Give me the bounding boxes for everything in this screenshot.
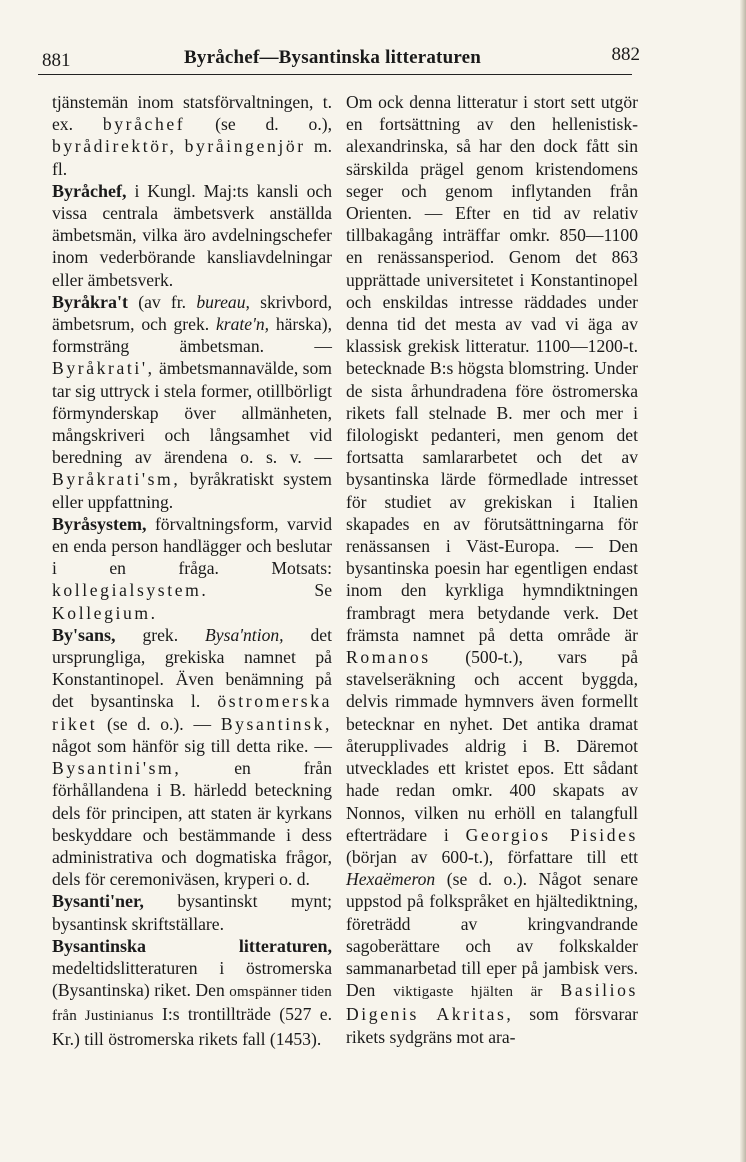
entry-bysans (52, 624, 332, 890)
entry-text: m. fl. (52, 136, 332, 179)
entry-byrakrat (52, 291, 332, 513)
entry-text: (se d. o.). — (107, 713, 212, 734)
entry-headword: Bysanti'ner, (52, 891, 144, 912)
right-column (346, 91, 638, 1048)
entry-text: (se d. o.). Något senare uppstod på folkspråket en hjältediktning, företrädd av kringvandrande sagoberättare och av folkskalder sammanarbetad till eper på jambisk vers. Den (346, 869, 639, 1001)
entry-bysantinska-litteraturen-continued (346, 91, 638, 1048)
entry-text: Om ock denna litteratur i stort sett utgör en fortsättning av den hellenistisk-alexandrinska, så har den dock fått sin särskilda prägel genom kristendomens seger och genom inflytanden från Orienten. — Efter en tid av relativ tillbakagång inträffar omkr. 850—1100 en renässansperiod. Genom det 863 upprättade universitetet i Konstantinopel och enskildas intresse räddades under denna tid det mesta av vad vi äga av klassisk grekisk litteratur. 1100—1200-t. betecknade B:s högsta blomstring. Under de sista århundradena före östromerska rikets fall stelnade B. mer och mer i filologiskt pedanteri, men genom det fortsatta samlararbetet och det av bysantinska lärde förmedlade intresset för studiet av grekiskan i Italien skapades en av förutsättningarna för renässansen i Väst-Europa. — Den bysantinska poesin har egentligen endast inom den kyrkliga hymndiktningen frambragt mera betydande verk. Det främsta namnet på detta område är (346, 92, 638, 645)
spaced-term: Kollegium. (52, 602, 158, 623)
entry-text: I:s trontillträde (527 e. Kr.) till östromerska rikets fall (1453). (52, 1004, 332, 1049)
entry-text: en från förhållandena i B. härledd beteckning dels för principen, att staten är kyrkans beskyddare och bestämmande i dess administrativa och dogmatiska frågor, dels för ceremoniväsen, kryperi o. d. (52, 758, 332, 890)
page-edge-shadow (740, 0, 746, 1162)
spaced-term: byrådirektör, (52, 136, 177, 157)
spaced-term: Basilios Digenis Akritas, (346, 980, 638, 1025)
entry-headword: By'sans, (52, 624, 116, 645)
spaced-term: östromerska riket (52, 691, 332, 734)
entry-text: medeltidslitteraturen i östromerska (Bysantinska) riket. Den (52, 957, 332, 1001)
italic-term: bureau, (196, 291, 250, 312)
spaced-term: Byråkrati', (52, 358, 155, 379)
running-header (36, 44, 640, 78)
spaced-term: byråchef (102, 114, 186, 135)
entry-text: (av fr. (138, 291, 187, 312)
header-rule (38, 74, 632, 75)
entry-bysantinska-litteraturen (52, 935, 332, 1050)
entry-text: i Kungl. Maj:ts kansli och vissa centrala ämbetsverk anställda ämbetsmän, vilka äro avdelningschefer inom vederbörande kansliavdelningar eller ämbetsverk. (52, 180, 332, 290)
entry-text: ämbetsmannavälde, som tar sig uttryck i stela former, otillbörligt förmynderskap över allmänheten, mångskriveri och långsamhet vid beredning av ärendena o. s. v. — (52, 358, 332, 468)
entry-headword: Byråkra't (52, 291, 128, 312)
entry-text: (se d. o.), (215, 114, 332, 135)
page-number-right: 882 (611, 44, 640, 65)
spaced-term: kollegialsystem. (52, 580, 209, 601)
entry-text: bysantinskt mynt; bysantinsk skriftställare. (52, 891, 332, 934)
entry-continuation (52, 91, 332, 180)
entry-bysantiner (52, 890, 332, 934)
running-title: Byråchef—Bysantinska litteraturen (184, 47, 482, 68)
entry-text: (början av 600-t.), författare till ett (346, 846, 638, 867)
entry-headword: Byråchef, (52, 180, 127, 201)
entry-text: byråkratiskt system eller uppfattning. (52, 469, 332, 512)
entry-text: det ursprungliga, grekiska namnet på Konstantinopel. Även benämning på det bysantinska l. (52, 624, 332, 712)
entry-byrasystem (52, 513, 332, 624)
entry-text: som försvarar rikets sydgräns mot ara- (346, 1004, 638, 1047)
spaced-term: Bysantini'sm, (52, 758, 182, 779)
spaced-term: Byråkrati'sm, (52, 469, 181, 490)
entry-headword: Bysantinska litteraturen, (52, 935, 332, 956)
entry-text: tjänstemän inom statsförvaltningen, t. ex. (52, 92, 332, 135)
italic-term: krate'n, (215, 314, 270, 335)
left-column (52, 91, 332, 1050)
entry-text: (500-t.), vars på stavelseräkning och accent byggda, delvis rimmade hymnvers även formellt betecknar en nyhet. Det antika dramat återupplivades aldrig i B. Däremot utvecklades ett kristet epos. Ett sådant hade redan omkr. 400 skapats av Nonnos, vilken nu erhöll en talangfull efterträdare i (346, 647, 638, 845)
italic-term: Hexaëmeron (346, 869, 436, 890)
spaced-term: byråingenjör (184, 136, 306, 157)
spaced-term: Bysantinsk, (220, 713, 333, 734)
entry-text: härska), formsträng ämbetsman. — (52, 314, 332, 357)
entry-text: Se (314, 580, 332, 601)
small-print-text: viktigaste hjälten är (393, 984, 543, 1001)
italic-term: Bysa'ntion, (205, 624, 284, 645)
spaced-term: Romanos (346, 647, 431, 668)
entry-text: skrivbord, ämbetsrum, och grek. (52, 291, 332, 335)
small-print-text: omspänner tiden från Justinianus (52, 984, 332, 1025)
page-number-left: 881 (42, 50, 71, 71)
entry-text: grek. (142, 624, 179, 645)
entry-text: något som hänför sig till detta rike. — (52, 735, 332, 756)
spaced-term: Georgios Pisides (465, 824, 639, 845)
entry-text: förvaltningsform, varvid en enda person handlägger och beslutar i en fråga. Motsats: (52, 513, 332, 579)
entry-headword: Byråsystem, (52, 513, 147, 534)
entry-byrachef (52, 180, 332, 291)
